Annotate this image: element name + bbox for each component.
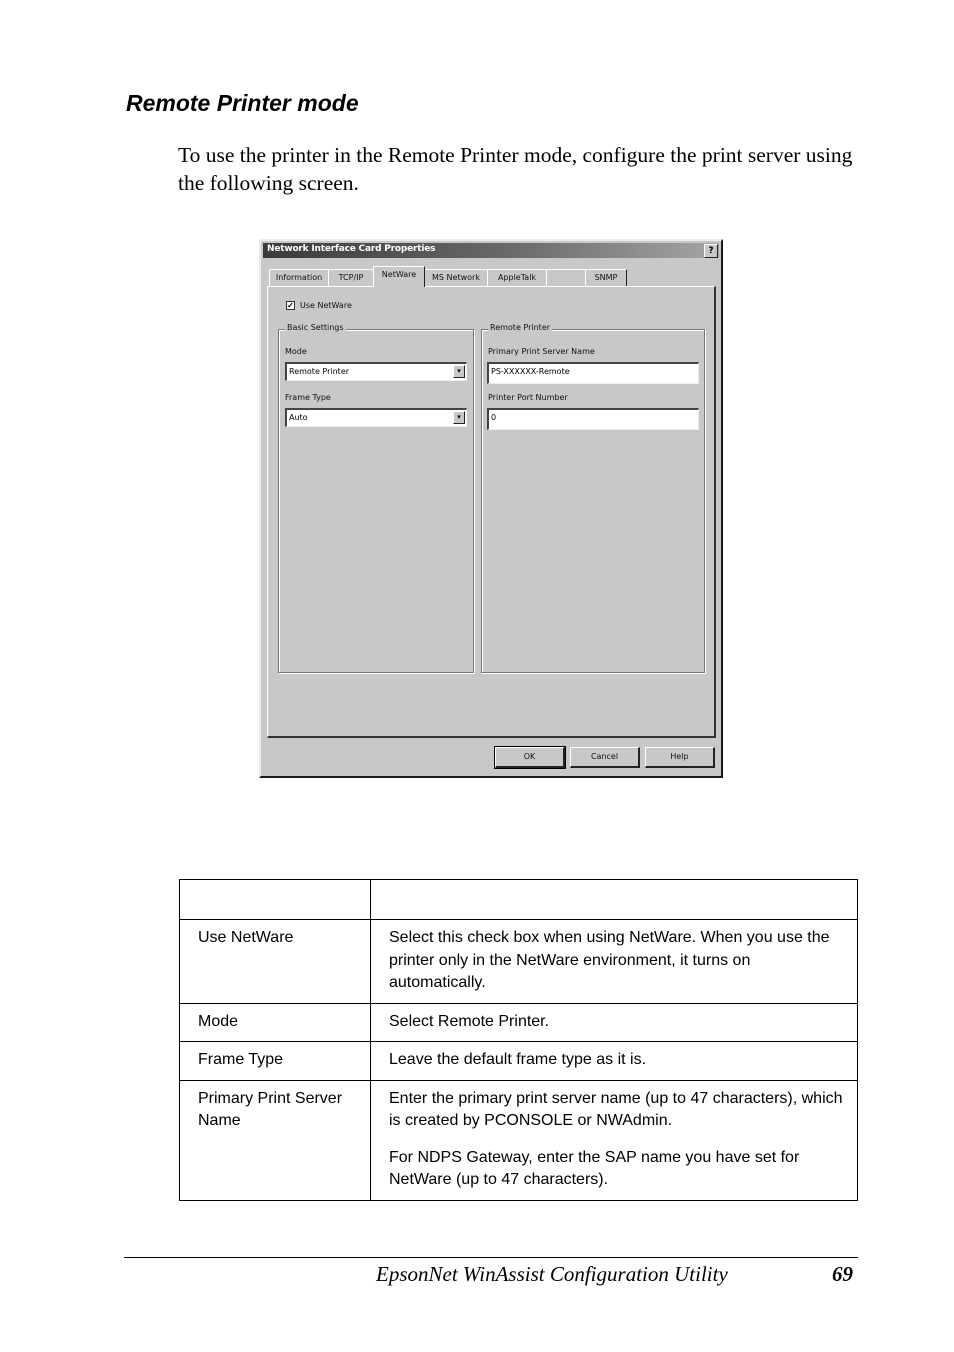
tab-ms-network[interactable]: MS Network bbox=[424, 269, 488, 286]
table-cell-explanation bbox=[371, 1003, 858, 1042]
intro-paragraph: To use the printer in the Remote Printer mode, configure the print server using the following screen. bbox=[178, 143, 853, 195]
cancel-button[interactable]: Cancel bbox=[570, 747, 640, 768]
tab-information[interactable]: Information bbox=[269, 269, 329, 286]
printer-port-input[interactable] bbox=[487, 408, 699, 430]
table-row bbox=[180, 1042, 858, 1081]
page-number: 69 bbox=[832, 1262, 853, 1286]
tab-snmp[interactable]: SNMP bbox=[585, 269, 627, 286]
table-row bbox=[180, 1003, 858, 1042]
ok-button[interactable]: OK bbox=[495, 747, 565, 768]
dialog-title: Network Interface Card Properties bbox=[267, 244, 436, 254]
table-header-item bbox=[180, 880, 371, 920]
explanation-text: For NDPS Gateway, enter the SAP name you have set for NetWare (up to 47 characters). bbox=[389, 1148, 800, 1188]
table-cell-explanation bbox=[371, 1080, 858, 1200]
section-heading: Remote Printer mode bbox=[126, 90, 359, 116]
chevron-down-icon[interactable]: ▾ bbox=[453, 365, 465, 378]
settings-table bbox=[179, 879, 858, 1201]
primary-print-server-value: PS-XXXXXX-Remote bbox=[491, 367, 570, 376]
footer-rule bbox=[124, 1257, 858, 1258]
table-header-explanation bbox=[371, 880, 858, 920]
tab-netware[interactable]: NetWare bbox=[373, 266, 425, 287]
help-button[interactable]: Help bbox=[645, 747, 715, 768]
table-cell-item: Frame Type bbox=[180, 1042, 371, 1081]
explanation-text: Select this check box when using NetWare. When you use the printer only in the NetWare environment, it turns on automatically. bbox=[389, 929, 830, 991]
mode-value: Remote Printer bbox=[289, 367, 350, 376]
explanation-text: Select Remote Printer. bbox=[389, 1012, 550, 1030]
explanation-text: Leave the default frame type as it is. bbox=[389, 1051, 647, 1068]
printer-port-label: Printer Port Number bbox=[488, 393, 568, 402]
properties-dialog bbox=[259, 239, 723, 778]
frame-type-value: Auto bbox=[289, 413, 308, 422]
use-netware-label: Use NetWare bbox=[300, 301, 352, 310]
table-header-row bbox=[180, 880, 858, 920]
use-netware-checkbox[interactable]: ✓ bbox=[287, 301, 294, 310]
basic-settings-title: Basic Settings bbox=[287, 323, 344, 332]
table-cell-item: Mode bbox=[180, 1003, 371, 1042]
mode-label: Mode bbox=[285, 347, 307, 356]
tab-blank[interactable] bbox=[546, 269, 586, 286]
table-cell-explanation bbox=[371, 1042, 858, 1081]
printer-port-value: 0 bbox=[491, 413, 497, 422]
mode-select[interactable] bbox=[285, 362, 467, 381]
primary-print-server-label: Primary Print Server Name bbox=[488, 347, 595, 356]
frame-type-label: Frame Type bbox=[285, 393, 331, 402]
dialog-title-bar bbox=[263, 243, 719, 258]
chevron-down-icon[interactable]: ▾ bbox=[453, 411, 465, 424]
primary-print-server-input[interactable] bbox=[487, 362, 699, 384]
help-icon[interactable]: ? bbox=[704, 244, 718, 258]
table-cell-explanation bbox=[371, 920, 858, 1004]
remote-printer-title: Remote Printer bbox=[490, 323, 551, 332]
footer-title: EpsonNet WinAssist Configuration Utility bbox=[376, 1262, 728, 1286]
table-cell-item: Use NetWare bbox=[180, 920, 371, 1004]
explanation-text: Enter the primary print server name (up to 47 characters), which is created by PCONSOLE or NWAdmin. bbox=[389, 1089, 843, 1129]
tab-tcpip[interactable]: TCP/IP bbox=[328, 269, 374, 286]
table-row bbox=[180, 1080, 858, 1200]
tab-appletalk[interactable]: AppleTalk bbox=[487, 269, 547, 286]
table-row bbox=[180, 920, 858, 1004]
table-cell-item: Primary Print Server Name bbox=[180, 1080, 371, 1200]
frame-type-select[interactable] bbox=[285, 408, 467, 427]
